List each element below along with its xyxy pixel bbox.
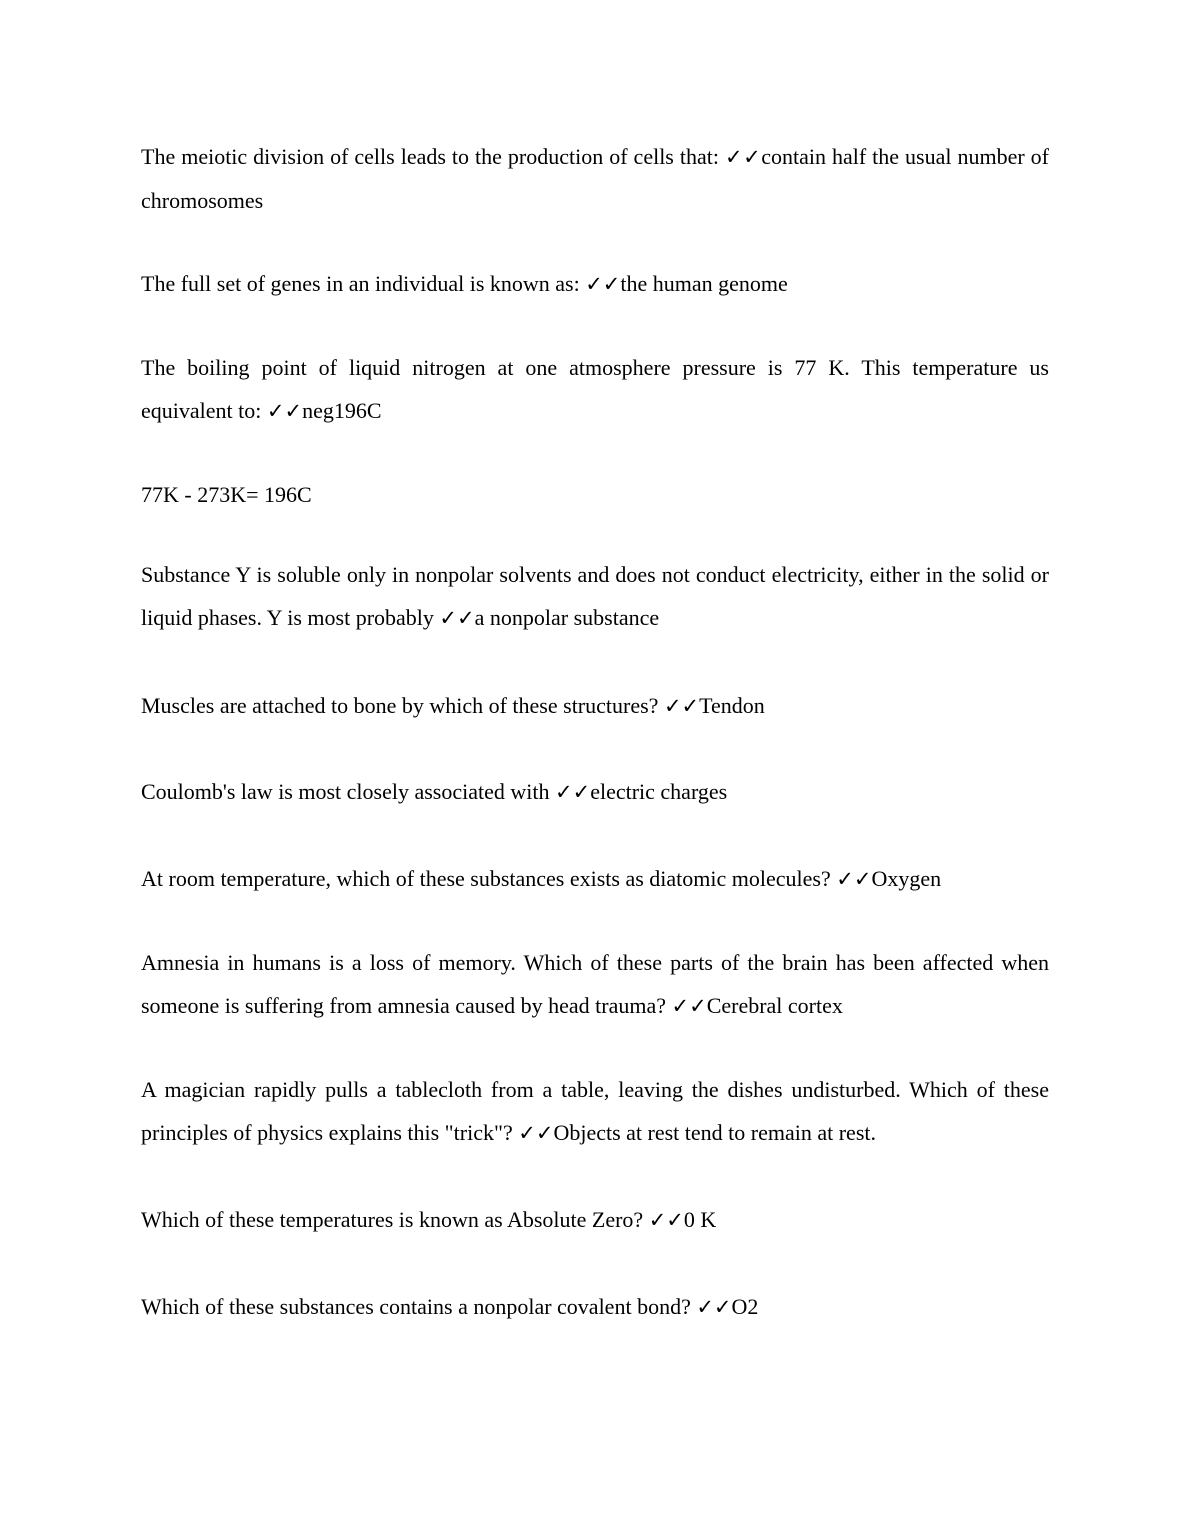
double-check-icon: ✓✓ — [724, 145, 762, 169]
qa-paragraph-11 — [141, 1198, 1049, 1242]
qa-paragraph-1 — [141, 135, 1049, 222]
question-text: Coulomb's law is most closely associated with — [141, 779, 555, 804]
qa-paragraph-6 — [141, 684, 1049, 728]
answer-text: Oxygen — [871, 866, 942, 891]
answer-text: neg196C — [302, 398, 382, 423]
qa-paragraph-3 — [141, 346, 1049, 433]
question-text: The boiling point of liquid nitrogen at one atmosphere pressure is 77 K. This temperature us equivalent to: — [141, 355, 1049, 423]
qa-paragraph-10 — [141, 1068, 1049, 1155]
calculation-note: 77K - 273K= 196C — [141, 482, 312, 507]
double-check-icon: ✓✓ — [836, 867, 872, 891]
question-text: Substance Y is soluble only in nonpolar solvents and does not conduct electricity, either in the solid or liquid phases. Y is most probably — [141, 562, 1049, 630]
answer-text: the human genome — [620, 271, 788, 296]
qa-paragraph-2 — [141, 262, 1049, 306]
question-text: The meiotic division of cells leads to the production of cells that: — [141, 144, 725, 169]
qa-paragraph-8 — [141, 857, 1049, 901]
answer-text: contain half the usual number of chromosomes — [141, 144, 1049, 213]
double-check-icon: ✓✓ — [439, 606, 475, 630]
answer-text: Tendon — [699, 693, 765, 718]
double-check-icon: ✓✓ — [663, 694, 700, 718]
double-check-icon: ✓✓ — [266, 399, 303, 423]
qa-paragraph-7 — [141, 770, 1049, 814]
question-text: Muscles are attached to bone by which of these structures? — [141, 693, 664, 718]
question-text: At room temperature, which of these substances exists as diatomic molecules? — [141, 866, 837, 891]
answer-text: a nonpolar substance — [474, 605, 660, 630]
double-check-icon: ✓✓ — [518, 1121, 554, 1145]
question-text: Which of these temperatures is known as Absolute Zero? — [141, 1207, 649, 1232]
answer-text: electric charges — [590, 779, 728, 804]
question-text: The full set of genes in an individual is known as: — [141, 271, 586, 296]
double-check-icon: ✓✓ — [554, 780, 591, 804]
question-text: Which of these substances contains a nonpolar covalent bond? — [141, 1294, 697, 1319]
qa-paragraph-9 — [141, 941, 1049, 1028]
question-text: A magician rapidly pulls a tablecloth from a table, leaving the dishes undisturbed. Which of these principles of physics explains this "trick"? — [141, 1077, 1049, 1145]
answer-text: Objects at rest tend to remain at rest. — [553, 1120, 876, 1145]
double-check-icon: ✓✓ — [696, 1295, 732, 1319]
qa-paragraph-5 — [141, 553, 1049, 640]
double-check-icon: ✓✓ — [585, 272, 621, 296]
double-check-icon: ✓✓ — [648, 1208, 684, 1232]
double-check-icon: ✓✓ — [671, 994, 707, 1018]
answer-text: Cerebral cortex — [706, 993, 843, 1018]
answer-text: 0 K — [683, 1207, 717, 1232]
question-text: Amnesia in humans is a loss of memory. Which of these parts of the brain has been affected when someone is suffering from amnesia caused by head trauma? — [141, 950, 1049, 1018]
answer-text: O2 — [731, 1294, 759, 1319]
qa-paragraph-12 — [141, 1285, 1049, 1329]
